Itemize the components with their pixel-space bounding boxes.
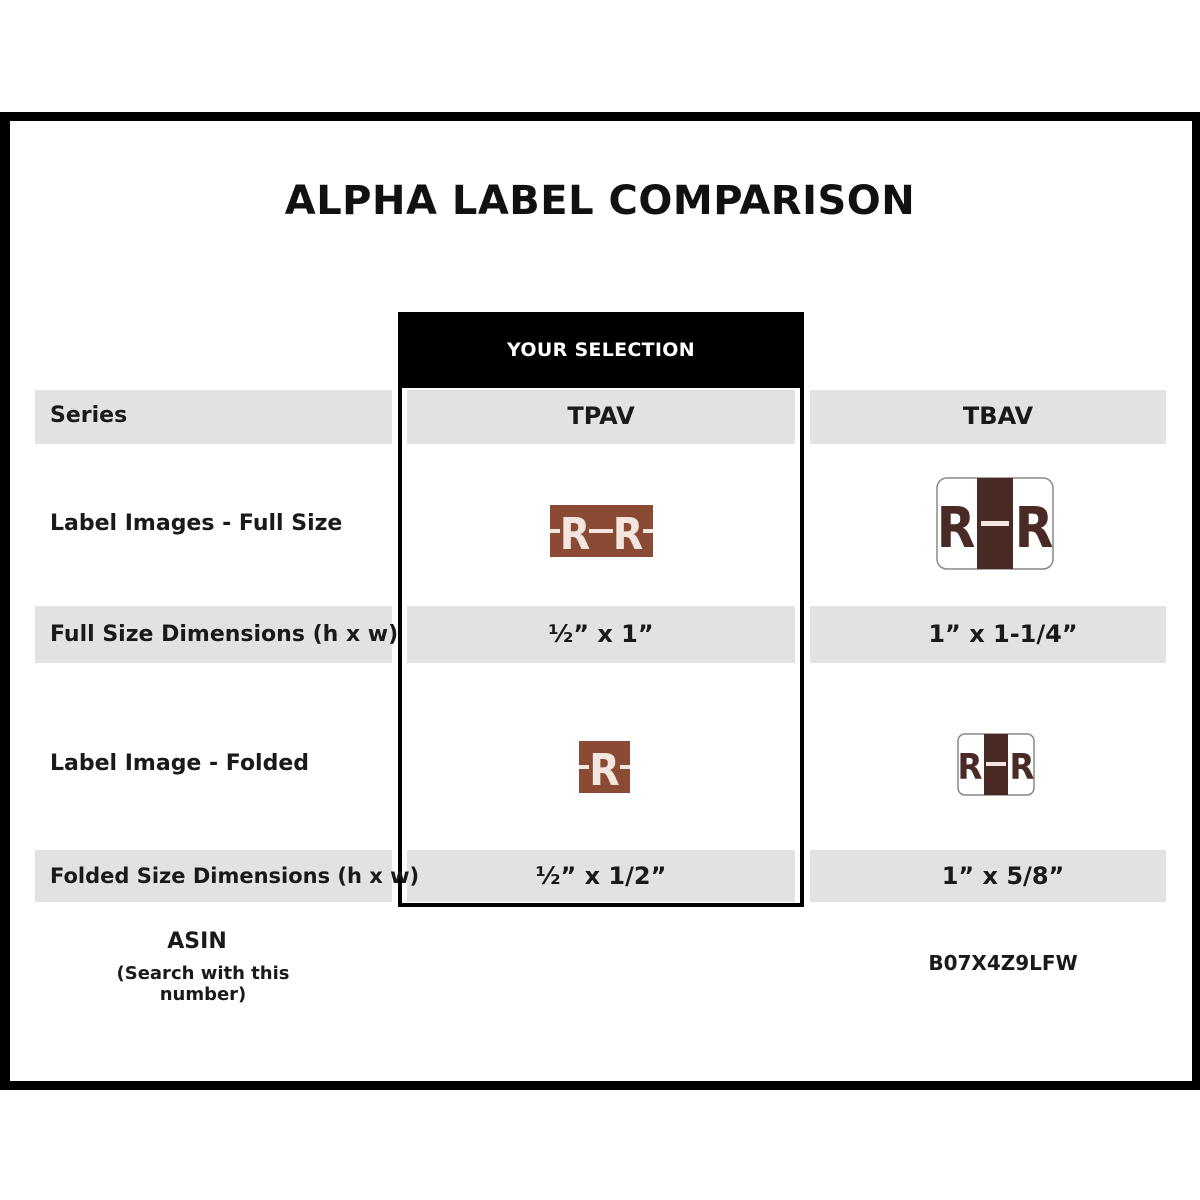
tbav-folded-label-image: [957, 733, 1035, 796]
full-dims-selection-value: ½” x 1”: [548, 620, 654, 648]
row-label-full-dims: Full Size Dimensions (h x w): [50, 622, 399, 647]
full-dims-other-value: 1” x 1-1/4”: [928, 620, 1078, 648]
series-selection-value: TPAV: [567, 402, 635, 430]
row-label-folded-image: Label Image - Folded: [50, 751, 310, 776]
your-selection-header: YOUR SELECTION: [398, 312, 804, 388]
folded-dims-selection-value: ½” x 1/2”: [535, 862, 667, 890]
tbav-folded-letter-left: R: [957, 747, 983, 788]
tpav-full-letter-left: R: [559, 509, 591, 557]
row-label-folded-dims: Folded Size Dimensions (h x w): [50, 864, 420, 888]
tpav-full-label-image: [550, 505, 653, 557]
asin-value: B07X4Z9LFW: [928, 951, 1078, 975]
tbav-folded-letter-right: R: [1009, 747, 1035, 788]
folded-dims-other-value: 1” x 5/8”: [941, 862, 1065, 890]
asin-label: ASIN: [167, 929, 227, 954]
tpav-full-letter-right: R: [612, 509, 644, 557]
tbav-full-letter-right: R: [1014, 496, 1054, 561]
row-label-full-image: Label Images - Full Size: [50, 511, 343, 536]
tpav-folded-label-image: [579, 741, 630, 793]
tpav-folded-letter: R: [589, 745, 620, 793]
series-other-value: TBAV: [962, 402, 1034, 430]
tbav-full-label-image: [936, 477, 1054, 570]
page-title: ALPHA LABEL COMPARISON: [284, 178, 916, 224]
asin-hint: (Search with this number): [116, 963, 290, 1005]
tbav-full-letter-left: R: [936, 496, 976, 561]
row-label-series: Series: [50, 403, 128, 428]
